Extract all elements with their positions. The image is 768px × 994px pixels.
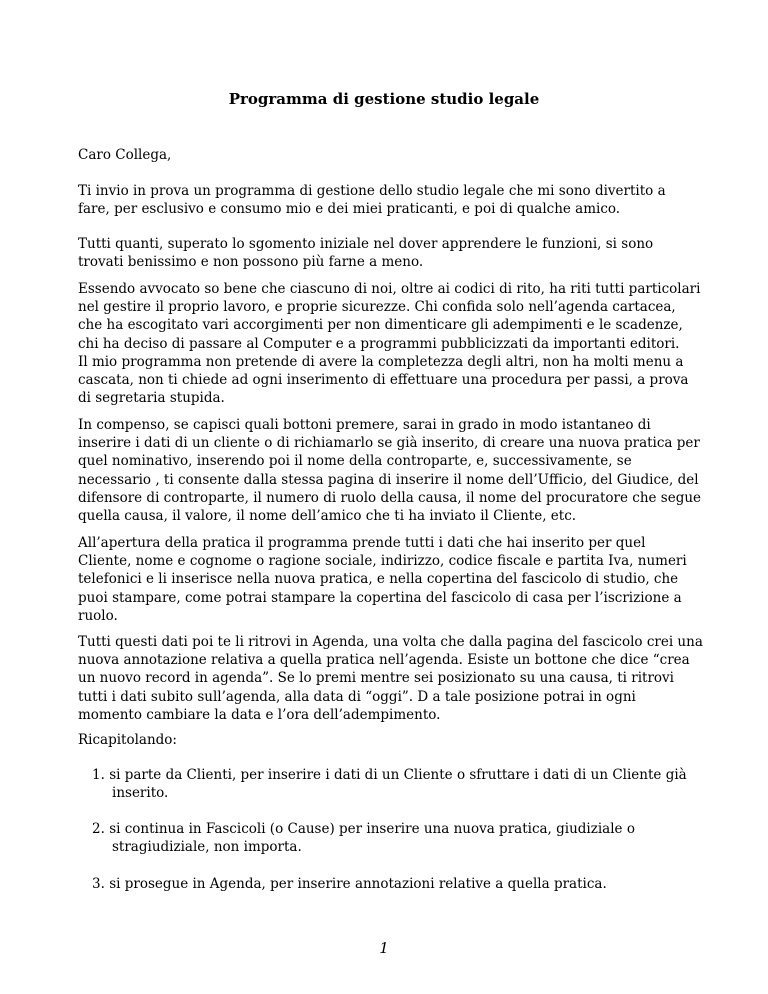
list-line: stragiudiziale, non importa. xyxy=(112,839,302,856)
paragraph-line: Essendo avvocato so bene che ciascuno di noi, oltre ai codici di rito, ha riti tutti particolari xyxy=(78,281,701,297)
paragraph-line: necessario , ti consente dalla stessa pagina di inserire il nome dell’Ufficio, del Giudice, del xyxy=(78,471,699,488)
recap-heading: Ricapitolando: xyxy=(78,732,177,748)
paragraph-line: nuova annotazione relativa a quella pratica nell’agenda. Esiste un bottone che dice “crea xyxy=(78,652,690,669)
paragraph-line: inserire i dati di un cliente o di richiamarlo se già inserito, di creare una nuova pratica per xyxy=(78,435,700,452)
paragraph-line: All’apertura della pratica il programma prende tutti i dati che hai inserito per quel xyxy=(78,535,646,551)
paragraph-line: Tutti questi dati poi te li ritrovi in Agenda, una volta che dalla pagina del fascicolo crei una xyxy=(78,634,703,650)
paragraph-6 xyxy=(78,633,708,724)
list-item-3 xyxy=(92,875,712,893)
salutation: Caro Collega, xyxy=(78,147,172,163)
paragraph-line: Il mio programma non pretende di avere la completezza degli altri, non ha molti menu a xyxy=(78,353,684,370)
paragraph-line: di segretaria stupida. xyxy=(78,390,225,407)
list-item-2 xyxy=(92,820,712,856)
paragraph-line: trovati benissimo e non possono più farne a meno. xyxy=(78,254,424,271)
paragraph-line: fare, per esclusivo e consumo mio e dei miei praticanti, e poi di qualche amico. xyxy=(78,201,621,218)
list-item-1 xyxy=(92,766,712,802)
paragraph-line: quella causa, il valore, il nome dell’amico che ti ha inviato il Cliente, etc. xyxy=(78,508,577,525)
paragraph-line: nel gestire il proprio lavoro, e proprie sicurezze. Chi confida solo nell’agenda cartacea, xyxy=(78,299,676,316)
paragraph-line: chi ha deciso di passare al Computer e a programmi pubblicizzati da importanti editori. xyxy=(78,335,680,352)
paragraph-line: Cliente, nome e cognome o ragione sociale, indirizzo, codice fiscale e partita Iva, numeri xyxy=(78,553,687,570)
paragraph-line: puoi stampare, come potrai stampare la copertina del fascicolo di casa per l’iscrizione a xyxy=(78,589,682,606)
list-text: si prosegue in Agenda, per inserire annotazioni relative a quella pratica. xyxy=(109,876,607,892)
paragraph-2 xyxy=(78,235,708,271)
list-line: inserito. xyxy=(112,785,169,802)
list-line xyxy=(92,875,712,893)
list-number: 1. xyxy=(92,767,105,783)
paragraph-3 xyxy=(78,280,708,407)
paragraph-1 xyxy=(78,182,708,218)
paragraph-line: quel nominativo, inserendo poi il nome della controparte, e, successivamente, se xyxy=(78,453,632,470)
paragraph-line: momento cambiare la data e l’ora dell’adempimento. xyxy=(78,706,441,723)
list-text: si continua in Fascicoli (o Cause) per inserire una nuova pratica, giudiziale o xyxy=(109,821,635,837)
list-number: 2. xyxy=(92,821,105,837)
paragraph-line: che ha escogitato vari accorgimenti per non dimenticare gli adempimenti e le scadenze, xyxy=(78,317,683,334)
paragraph-line: In compenso, se capisci quali bottoni premere, sarai in grado in modo istantaneo di xyxy=(78,417,651,433)
document-title: Programma di gestione studio legale xyxy=(228,90,540,108)
paragraph-line: Ti invio in prova un programma di gestione dello studio legale che mi sono divertito a xyxy=(78,183,666,199)
paragraph-line: un nuovo record in agenda”. Se lo premi mentre sei posizionato su una causa, ti ritrovi xyxy=(78,670,674,687)
paragraph-line: cascata, non ti chiede ad ogni inserimento di effettuare una procedura per passi, a prova xyxy=(78,372,689,389)
paragraph-line: ruolo. xyxy=(78,607,118,624)
paragraph-line: tutti i dati subito sull’agenda, alla data di “oggi”. D a tale posizione potrai in ogni xyxy=(78,688,636,705)
paragraph-line: Tutti quanti, superato lo sgomento iniziale nel dover apprendere le funzioni, si sono xyxy=(78,236,654,252)
list-text: si parte da Clienti, per inserire i dati di un Cliente o sfruttare i dati di un Cliente già xyxy=(109,767,687,783)
paragraph-line: difensore di controparte, il numero di ruolo della causa, il nome del procuratore che segue xyxy=(78,489,702,506)
paragraph-4 xyxy=(78,416,708,525)
paragraph-5 xyxy=(78,534,708,625)
paragraph-line: telefonici e li inserisce nella nuova pratica, e nella copertina del fascicolo di studio, che xyxy=(78,571,679,588)
page-number: 1 xyxy=(379,939,389,957)
list-line xyxy=(92,766,712,784)
list-line xyxy=(92,820,712,838)
list-number: 3. xyxy=(92,876,105,892)
